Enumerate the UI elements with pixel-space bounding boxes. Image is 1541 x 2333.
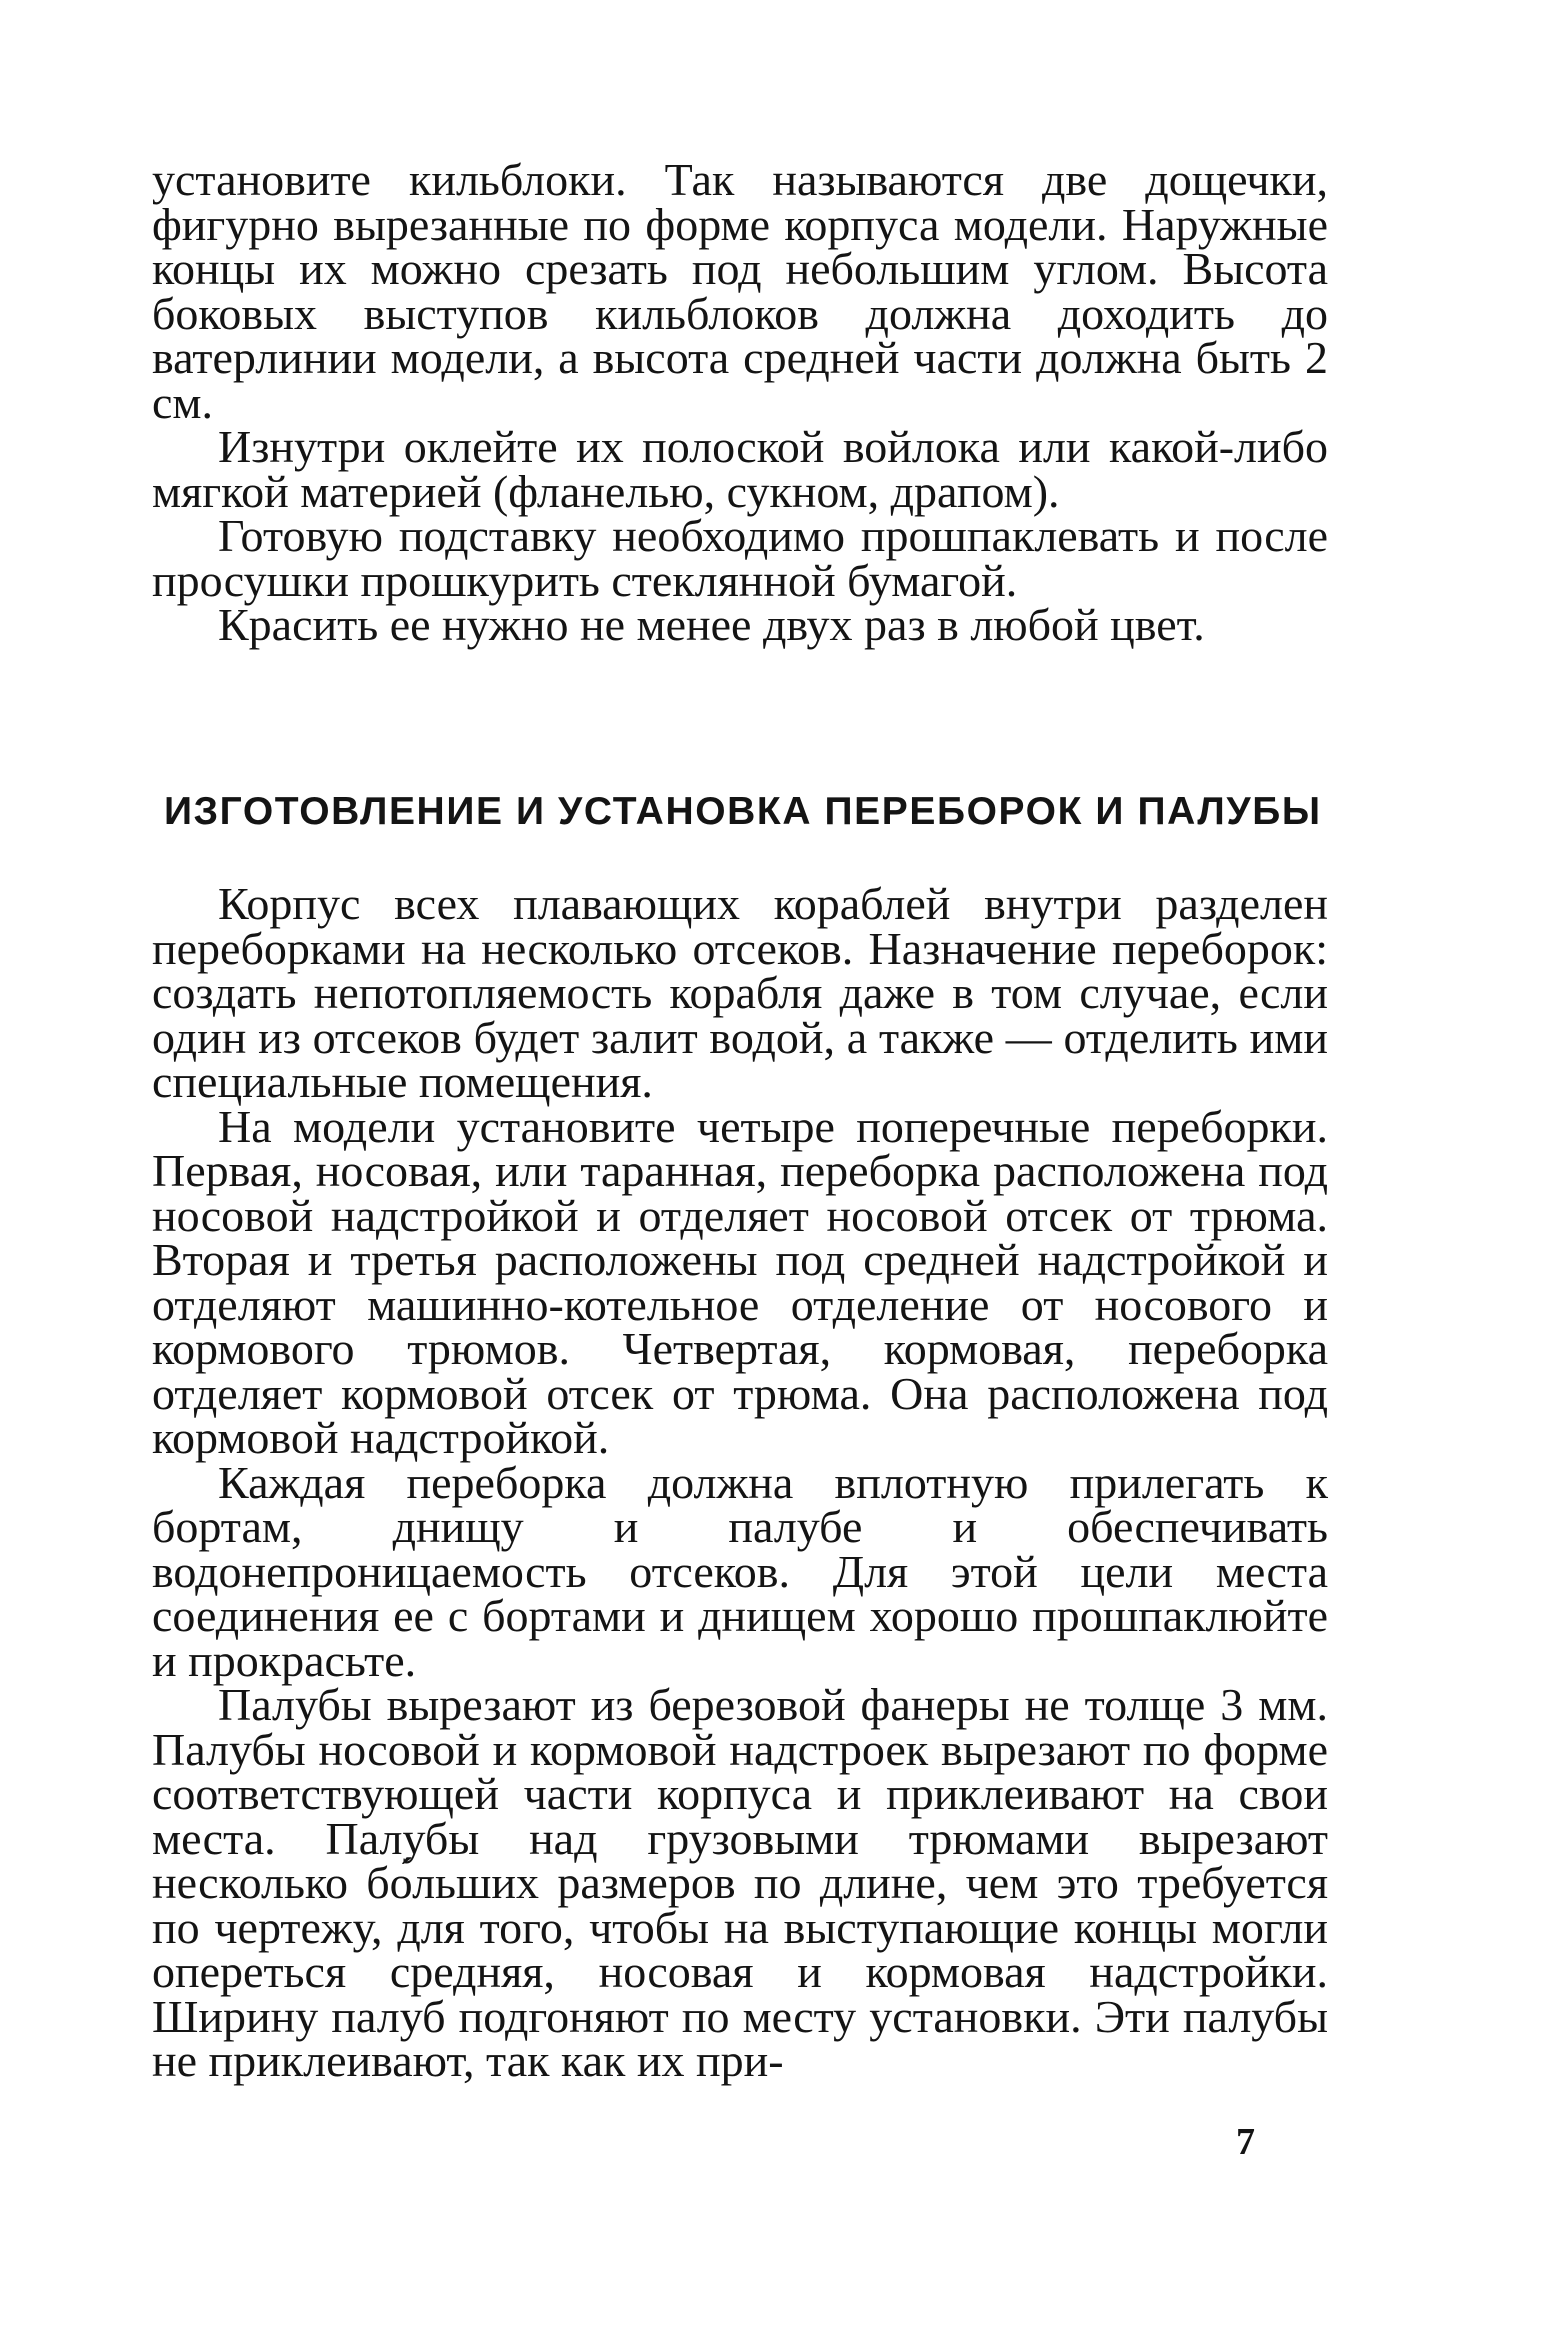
- section-heading: ИЗГОТОВЛЕНИЕ И УСТАНОВКА ПЕРЕБОРОК И ПАЛУБЫ: [164, 790, 1322, 833]
- paragraph: установите кильблоки. Так называются две дощечки, фигурно вырезанные по форме корпуса модели. Наружные концы их можно срезать под небольшим углом. Высота боковых выступов кильблоков должна доходить до ватерлинии модели, а высота средней части должна быть 2 см.: [152, 154, 1328, 428]
- paragraph: Готовую подставку необходимо прошпаклевать и после просушки прошкурить стеклянной бумагой.: [152, 510, 1328, 606]
- paragraph: На модели установите четыре поперечные переборки. Первая, носовая, или таранная, переборка расположена под носовой надстройкой и отделяет носовой отсек от трюма. Вторая и третья расположены под средней надстройкой и отделяют машинно-котельное отделение от носового и кормового трюмов. Четвертая, кормовая, переборка отделяет кормовой отсек от трюма. Она расположена под кормовой надстройкой.: [152, 1100, 1328, 1463]
- section-keel-blocks: [152, 154, 1328, 650]
- page-number: 7: [1236, 2121, 1255, 2163]
- paragraph: Каждая переборка должна вплотную прилегать к бортам, днищу и палубе и обеспечивать водонепроницаемость отсеков. Для этой цели места соединения ее с бортами и днищем хорошо прошпаклюйте и прокрасьте.: [152, 1456, 1328, 1686]
- paragraph: Красить ее нужно не менее двух раз в любой цвет.: [218, 599, 1205, 650]
- paragraph: Палубы вырезают из березовой фанеры не толще 3 мм. Палубы носовой и кормовой надстроек вырезают по форме соответствующей части корпуса и приклеивают на свои места. Палубы над грузовыми трюмами вырезают несколько бо́льших размеров по длине, чем это требуется по чертежу, для того, чтобы на выступающие концы могли опереться средняя, носовая и кормовая надстройки. Ширину палуб подгоняют по месту установки. Эти палубы не приклеивают, так как их при-: [152, 1679, 1328, 2086]
- paragraph: Корпус всех плавающих кораблей внутри разделен переборками на несколько отсеков. Назначение переборок: создать непотопляемость корабля даже в том случае, если один из отсеков будет залит водой, а также — отделить ими специальные помещения.: [152, 878, 1328, 1107]
- section-bulkheads-decks: [152, 878, 1328, 2086]
- paragraph: Изнутри оклейте их полоской войлока или какой-либо мягкой материей (фланелью, сукном, драпом).: [152, 421, 1328, 517]
